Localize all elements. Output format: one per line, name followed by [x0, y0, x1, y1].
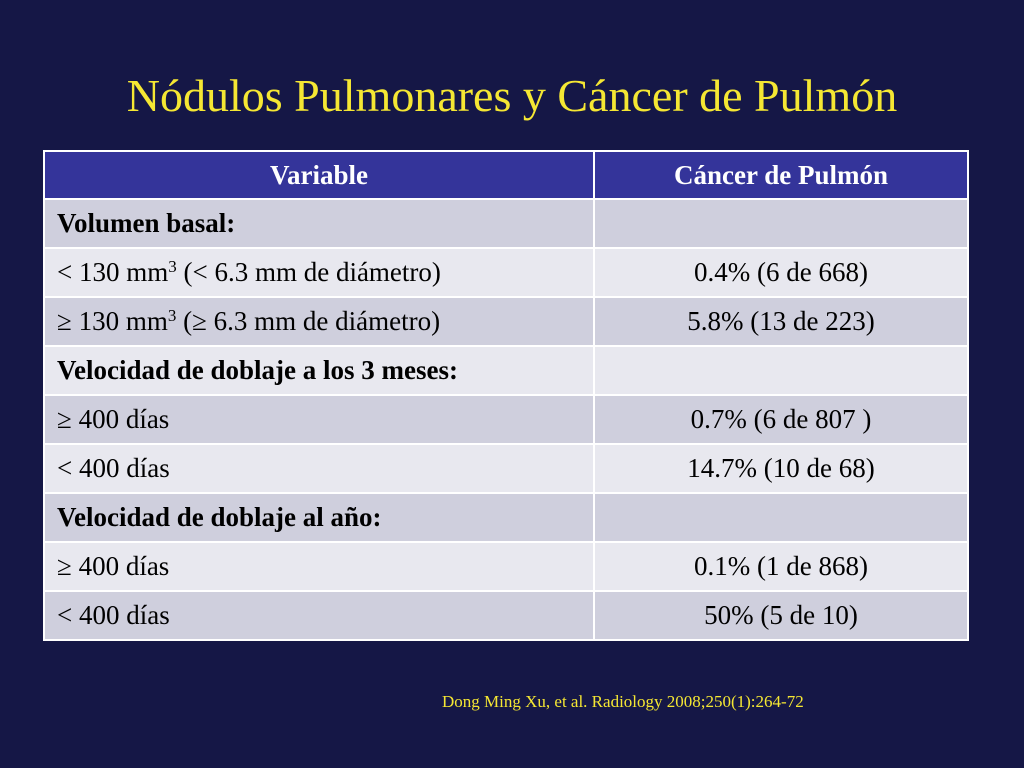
row-variable: Volumen basal:: [44, 199, 594, 248]
row-variable: ≥ 400 días: [44, 395, 594, 444]
row-variable: [44, 248, 594, 297]
variable-text: (≥ 6.3 mm de diámetro): [176, 306, 441, 336]
variable-text: ≥ 130 mm: [57, 306, 168, 336]
table-row: [44, 297, 968, 346]
row-value: [594, 493, 968, 542]
results-table-container: [43, 150, 967, 641]
table-row: [44, 346, 968, 395]
row-value: 0.4% (6 de 668): [594, 248, 968, 297]
row-value: 0.7% (6 de 807 ): [594, 395, 968, 444]
header-cancer: Cáncer de Pulmón: [594, 151, 968, 199]
table-row: [44, 248, 968, 297]
row-variable: < 400 días: [44, 591, 594, 640]
slide-title: Nódulos Pulmonares y Cáncer de Pulmón: [126, 70, 898, 121]
row-value: 50% (5 de 10): [594, 591, 968, 640]
header-variable: Variable: [44, 151, 594, 199]
table-row: [44, 591, 968, 640]
variable-text: < 130 mm: [57, 257, 169, 287]
table-header-row: [44, 151, 968, 199]
row-variable: [44, 297, 594, 346]
row-value: 5.8% (13 de 223): [594, 297, 968, 346]
row-value: [594, 346, 968, 395]
variable-text: (< 6.3 mm de diámetro): [176, 257, 441, 287]
table-row: [44, 542, 968, 591]
table-row: [44, 199, 968, 248]
row-variable: Velocidad de doblaje a los 3 meses:: [44, 346, 594, 395]
superscript: 3: [167, 306, 177, 325]
row-variable: ≥ 400 días: [44, 542, 594, 591]
table-row: [44, 395, 968, 444]
row-value: 0.1% (1 de 868): [594, 542, 968, 591]
row-variable: < 400 días: [44, 444, 594, 493]
row-value: 14.7% (10 de 68): [594, 444, 968, 493]
row-value: [594, 199, 968, 248]
row-variable: Velocidad de doblaje al año:: [44, 493, 594, 542]
table-row: [44, 493, 968, 542]
citation: Dong Ming Xu, et al. Radiology 2008;250(1):264-72: [442, 692, 804, 711]
superscript: 3: [168, 257, 177, 276]
results-table: [43, 150, 969, 641]
table-row: [44, 444, 968, 493]
